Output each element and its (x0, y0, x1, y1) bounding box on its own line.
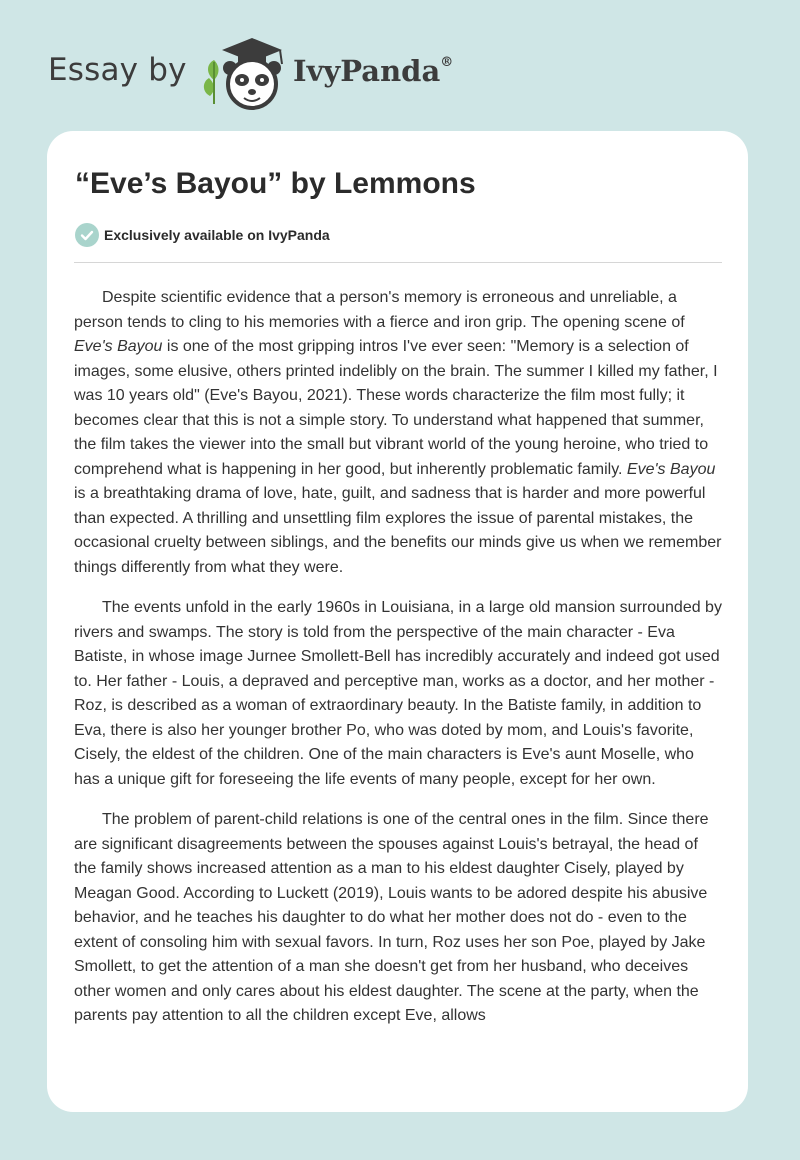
paragraph-3: The problem of parent-child relations is one of the central ones in the film. Since there are significant disagreements between the spouses against Louis's betrayal, the head of the family shows increased attention as a man to his eldest daughter Cisely, played by Meagan Good. According to Luckett (2019), Louis wants to be adored despite his abusive behavior, and he teaches his daughter to do what her mother does not do - even to the extent of consoling him with sexual favors. In turn, Roz uses her son Poe, played by Jake Smollett, to get the attention of a man she doesn't get from her husband, who deceives other women and only cares about his eldest daughter. The scene at the party, when the parents pay attention to all the children except Eve, allows (74, 811, 709, 1024)
essay-body (74, 286, 724, 1045)
exclusive-label: Exclusively available on IvyPanda (104, 227, 330, 243)
paragraph-2: The events unfold in the early 1960s in Louisiana, in a large old mansion surrounded by rivers and swamps. The story is told from the perspective of the main character - Eva Batiste, in whose image Jurnee Smollett-Bell has incredibly accurately and indeed got used to. Her father - Louis, a depraved and perceptive man, works as a doctor, and her mother - Roz, is described as a woman of extraordinary beauty. In the Batiste family, in addition to Eva, there is also her younger brother Po, who was doted by mom, and Louis's favorite, Cisely, the eldest of the children. One of the main characters is Eve's aunt Moselle, who has a unique gift for foreseeing the life events of many people, except for her own. (74, 599, 722, 788)
ivy-leaf-icon (204, 60, 219, 104)
essay-card (47, 131, 748, 1112)
site-header (48, 34, 748, 110)
divider (74, 262, 722, 263)
essay-title: “Eve’s Bayou” by Lemmons (75, 167, 476, 200)
brand-name[interactable]: IvyPanda® (293, 54, 454, 88)
panda-graduate-logo-icon[interactable] (200, 34, 290, 110)
paragraph-1: Despite scientific evidence that a person's memory is erroneous and unreliable, a person tends to cling to his memories with a fierce and iron grip. The opening scene of Eve's Bayou is one of the most gripping intros I've ever seen: "Memory is a selection of images, some elusive, others printed indelibly on the brain. The summer I killed my father, I was 10 years old" (Eve's Bayou, 2021). These words characterize the film most fully; it becomes clear that this is not a simple story. To understand what happened that summer, the film takes the viewer into the small but vibrant world of the young heroine, who tried to comprehend what is happening in her good, but inherently problematic family. Eve's Bayou is a breathtaking drama of love, hate, guilt, and sadness that is harder and more powerful than expected. A thrilling and unsettling film explores the issue of parental mistakes, the occasional cruelty between siblings, and the benefits our minds give us when we remember things differently from what they were. (74, 289, 722, 576)
essay-by-label: Essay by (48, 52, 187, 88)
check-circle-icon (75, 223, 99, 247)
